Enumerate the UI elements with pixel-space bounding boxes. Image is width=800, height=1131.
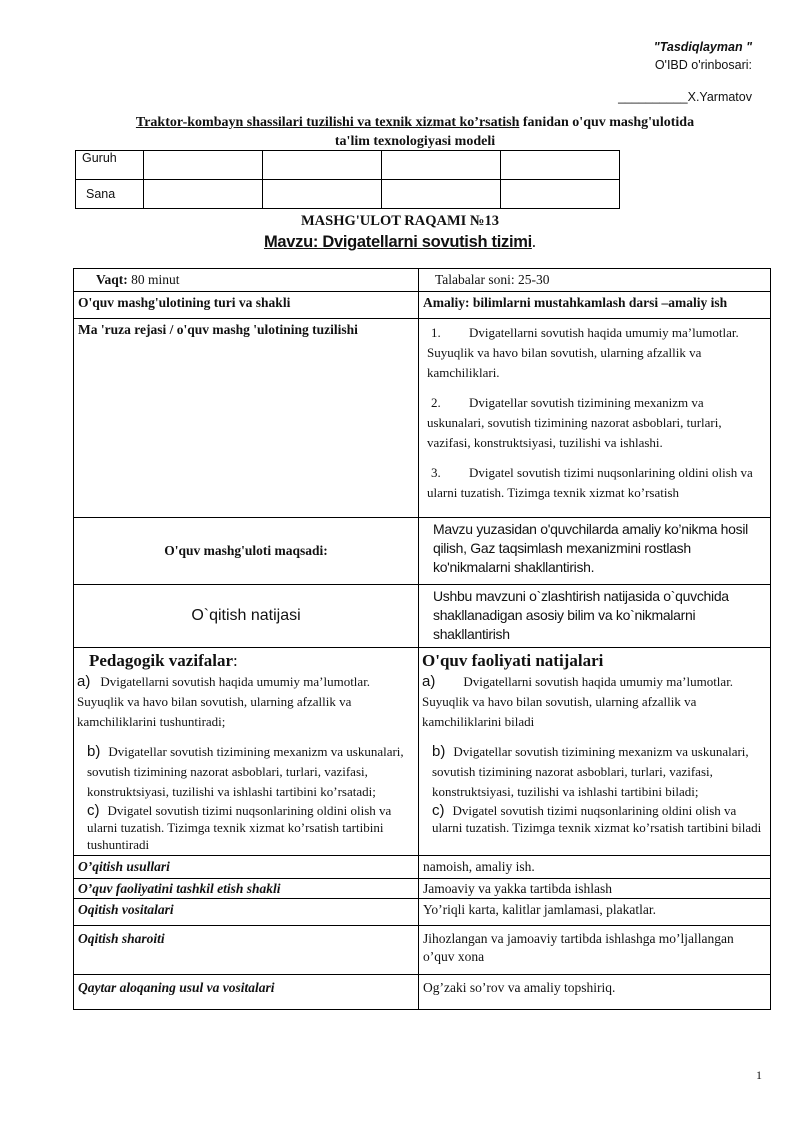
plan-item xyxy=(427,393,762,453)
course-name: Traktor-kombayn shassilari tuzilishi va texnik xizmat ko’rsatish xyxy=(135,115,520,130)
topic-text: Mavzu: Dvigatellarni sovutish tizimi xyxy=(263,233,532,251)
conditions-label: Oqitish sharoiti xyxy=(74,926,419,975)
org-value: Jamoaviy va yakka tartibda ishlash xyxy=(419,879,771,899)
res-item xyxy=(422,742,766,802)
row-conditions xyxy=(74,926,771,975)
time-label: Vaqt: xyxy=(96,272,128,287)
date-row xyxy=(76,180,620,209)
tools-value: Yo’riqli karta, kalitlar jamlamasi, plakatlar. xyxy=(419,899,771,926)
date-cell-3 xyxy=(382,180,501,209)
row-feedback xyxy=(74,975,771,1010)
ped-item-text: Dvigatel sovutish tizimi nuqsonlarining oldini olish va ularni tuzatish. Tizimga texnik xizmat ko’rsatish tartibini tushuntiradi xyxy=(87,803,392,852)
lesson-plan-table xyxy=(73,268,771,1010)
group-cell-4 xyxy=(501,151,620,180)
title-line2: ta'lim texnologiyasi modeli xyxy=(334,134,496,149)
group-cell-1 xyxy=(144,151,263,180)
ped-title-colon: : xyxy=(233,651,238,670)
ped-item-letter: b) xyxy=(87,743,101,760)
page-number: 1 xyxy=(756,1068,762,1082)
row-methods xyxy=(74,856,771,879)
time-value: 80 minut xyxy=(127,272,180,287)
feedback-value: Og’zaki so’rov va amaliy topshiriq. xyxy=(419,975,771,1010)
methods-value: namoish, amaliy ish. xyxy=(419,856,771,879)
date-cell-1 xyxy=(144,180,263,209)
date-label: Sana xyxy=(76,180,144,209)
document-title xyxy=(70,113,760,151)
plan-item-text: Dvigatellar sovutish tizimining mexanizm va uskunalari, sovutish tizimining nazorat asboblari, turlari, vazifasi, konstruktsiyasi, tuzilishi va ishlashi. xyxy=(427,395,722,450)
res-item-text: Dvigatel sovutish tizimi nuqsonlarining oldini olish va ularni tuzatish. Tizimga texnik xizmat ko’rsatish tartibini biladi xyxy=(432,803,762,835)
goal-value: Mavzu yuzasidan o'quvchilarda amaliy ko’nikma hosil qilish, Gaz taqsimlash mexanizmini rostlash ko'nikmalarni shakllantirish. xyxy=(419,518,771,585)
methods-label: O’qitish usullari xyxy=(74,856,419,879)
row-org xyxy=(74,879,771,899)
feedback-label: Qaytar aloqaning usul va vositalari xyxy=(74,975,419,1010)
res-item-text: Dvigatellar sovutish tizimining mexanizm va uskunalari, sovutish tizimining nazorat asboblari, turlari, vazifasi, konstruktsiyasi, tuzilishi va ishlashi tartibini biladi; xyxy=(432,744,749,799)
approval-block xyxy=(618,38,752,106)
approval-title: "Tasdiqlayman " xyxy=(653,40,752,54)
ped-item-text: Dvigatellar sovutish tizimining mexanizm va uskunalari, sovutish tizimining nazorat asboblari, turlari, vazifasi, konstruktsiyasi, tuzilishi va ishlashi tartibini ko’rsatadi; xyxy=(87,744,404,799)
res-item xyxy=(422,802,766,836)
org-label: O’quv faoliyatini tashkil etish shakli xyxy=(74,879,419,899)
group-date-table xyxy=(75,150,620,209)
row-tasks xyxy=(74,648,771,856)
plan-item-number: 2. xyxy=(431,395,441,410)
ped-item-letter: c) xyxy=(87,802,100,819)
res-item xyxy=(422,672,766,732)
group-cell-3 xyxy=(382,151,501,180)
row-time xyxy=(74,269,771,292)
plan-label: Ma 'ruza rejasi / o'quv mashg 'ulotining tuzilishi xyxy=(74,319,419,518)
result-label: O`qitish natijasi xyxy=(74,585,419,648)
result-value: Ushbu mavzuni o`zlashtirish natijasida o`quvchida shakllanadigan asosiy bilim va ko`nikmalarni shakllantirish xyxy=(419,585,771,648)
type-value: Amaliy: bilimlarni mustahkamlash darsi –amaliy ish xyxy=(419,292,771,319)
res-item-letter: b) xyxy=(432,743,446,760)
date-cell-2 xyxy=(263,180,382,209)
row-plan xyxy=(74,319,771,518)
row-result xyxy=(74,585,771,648)
title-rest: fanidan o'quv mashg'ulotida xyxy=(519,115,695,130)
plan-cell xyxy=(419,319,771,518)
row-goal xyxy=(74,518,771,585)
plan-item-number: 1. xyxy=(431,325,441,340)
res-item-letter: c) xyxy=(432,802,445,819)
res-title: O'quv faoliyati natijalari xyxy=(422,651,604,670)
row-type xyxy=(74,292,771,319)
lesson-topic xyxy=(0,232,800,252)
plan-item xyxy=(427,323,762,383)
ped-item-text: Dvigatellarni sovutish haqida umumiy ma’lumotlar. Suyuqlik va havo bilan sovutish, ularning afzallik va kamchiliklarini tushuntiradi; xyxy=(77,674,371,729)
ped-item xyxy=(77,742,414,802)
res-item-text: Dvigatellarni sovutish haqida umumiy ma’lumotlar. Suyuqlik va havo bilan sovutish, ularning afzallik va kamchiliklarini biladi xyxy=(422,674,734,729)
learning-results xyxy=(419,648,771,856)
pedagogical-tasks xyxy=(74,648,419,856)
ped-item xyxy=(77,802,414,853)
time-cell xyxy=(74,269,419,292)
ped-title xyxy=(77,650,414,672)
group-cell-2 xyxy=(263,151,382,180)
lesson-number: MASHG'ULOT RAQAMI №13 xyxy=(301,213,499,229)
group-label: Guruh xyxy=(76,151,144,180)
ped-item xyxy=(77,672,414,732)
res-item-letter: a) xyxy=(422,673,436,690)
date-cell-4 xyxy=(501,180,620,209)
goal-label: O'quv mashg'uloti maqsadi: xyxy=(74,518,419,585)
plan-item-number: 3. xyxy=(431,465,441,480)
tools-label: Oqitish vositalari xyxy=(74,899,419,926)
ped-item-letter: a) xyxy=(77,673,91,690)
type-label: O'quv mashg'ulotining turi va shakli xyxy=(74,292,419,319)
approval-position: O'IBD o'rinbosari: xyxy=(654,58,752,72)
row-tools xyxy=(74,899,771,926)
students-cell: Talabalar soni: 25-30 xyxy=(419,269,771,292)
plan-item xyxy=(427,463,762,503)
conditions-value: Jihozlangan va jamoaviy tartibda ishlashga mo’ljallangan o’quv xona xyxy=(419,926,771,975)
ped-title-text: Pedagogik vazifalar xyxy=(89,651,234,670)
group-row xyxy=(76,151,620,180)
plan-item-text: Dvigatellarni sovutish haqida umumiy ma’lumotlar. Suyuqlik va havo bilan sovutish, ularning afzallik va kamchiliklari. xyxy=(427,325,739,380)
plan-item-text: Dvigatel sovutish tizimi nuqsonlarining oldini olish va ularni tuzatish. Tizimga texnik xizmat ko’rsatish xyxy=(427,465,753,500)
topic-dot: . xyxy=(531,232,537,251)
approval-signature: __________X.Yarmatov xyxy=(618,90,752,104)
